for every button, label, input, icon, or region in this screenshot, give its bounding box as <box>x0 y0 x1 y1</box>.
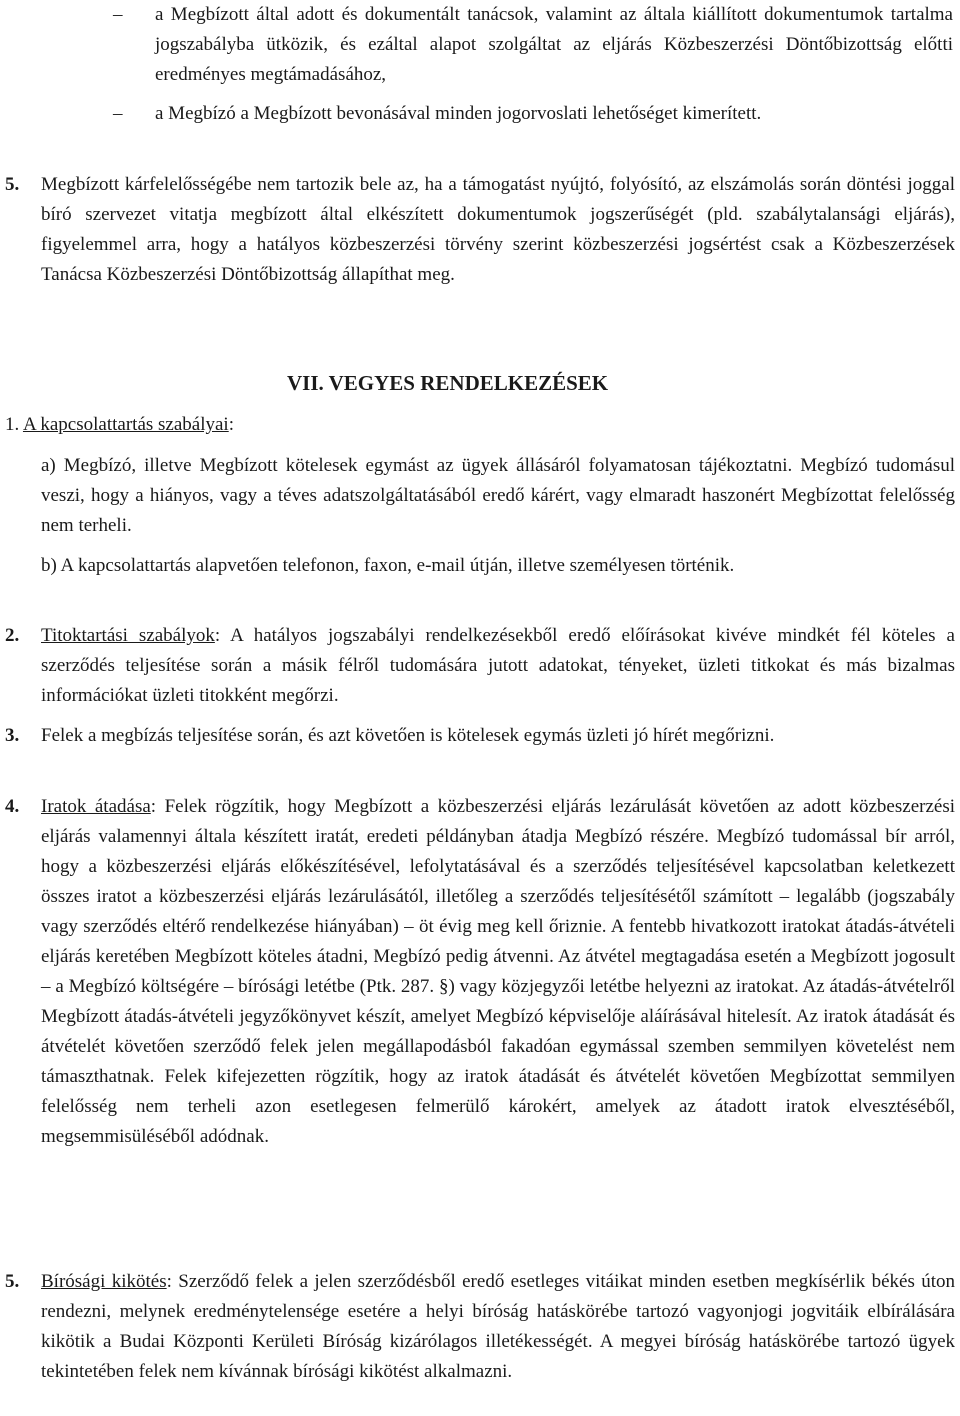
clause-text <box>41 621 955 711</box>
dash-item-text: a Megbízó a Megbízott bevonásával minden jogorvoslati lehetőséget kimerített. <box>155 103 762 124</box>
clause-5-liability <box>5 170 955 290</box>
dash-marker: – <box>113 4 123 25</box>
dash-item-text: a Megbízott által adott és dokumentált tanácsok, valamint az általa kiállított dokumentumok tartalma jogszabályba ütközik, és ezáltal alapot szolgáltat az eljárás Közbeszerzési Döntőbizottság előtti eredményes megtámadásához, <box>155 4 953 85</box>
clause-title: Bírósági kikötés <box>41 1271 167 1292</box>
clause-5-jurisdiction <box>5 1267 955 1387</box>
clause-text <box>41 792 955 1152</box>
contact-rules-heading <box>5 410 234 440</box>
section-heading: VII. VEGYES RENDELKEZÉSEK <box>287 371 609 395</box>
dash-list-item <box>113 0 953 90</box>
clause-number: 1. <box>5 414 20 435</box>
clause-number: 4. <box>5 796 20 817</box>
clause-text: Megbízott kárfelelősségébe nem tartozik bele az, ha a támogatást nyújtó, folyósító, az elszámolás során döntési joggal bíró szervezet vitatja megbízott által elkészített dokumentumok jogszerűségét (pld. szabálytalansági eljárás), figyelemmel arra, hogy a hatályos közbeszerzési törvény szerint közbeszerzési jogsértést csak a Közbeszerzések Tanácsa Közbeszerzési Döntőbizottság állapíthat meg. <box>41 174 955 285</box>
dash-list-item <box>113 99 953 129</box>
clause-2-confidentiality <box>5 621 955 711</box>
clause-body: : Felek rögzítik, hogy Megbízott a közbeszerzési eljárás lezárulását követően az adott közbeszerzési eljárás valamennyi általa készített iratát, eredeti példányban átadja Megbízó részére. Megbízó tudomással bír arról, hogy a közbeszerzési eljárás előkészítésével, lefolytatásával és a szerződés teljesítésével kapcsolatban keletkezett összes iratot a közbeszerzési eljárás lezárulásától, illetőleg a szerződés teljesítésétől számított – legalább (jogszabály vagy szerződés eltérő rendelkezése hiányában) – öt évig meg kell őriznie. A fentebb hivatkozott iratokat átadás-átvételi eljárás keretében Megbízott köteles átadni, Megbízó pedig átvenni. Az átvétel megtagadása esetén a Megbízott jogosult – a Megbízó költségére – bírósági letétbe (Ptk. 287. §) vagy közjegyzői letétbe helyezni az iratokat. Az átadás-átvételről Megbízott átadás-átvételi jegyzőkönyvet készít, amelyet Megbízó képviselője aláírásával hitelesít. Az iratok átadását és átvételét követően szerződő felek jelen megállapodásból fakadóan egymással szemben semmilyen követelést nem támaszthatnak. Felek kifejezetten rögzítik, hogy az iratok átadását és átvételét követően Megbízottat semmilyen felelősség nem terheli azon esetlegesen felmerülő károkért, amelyek az átadott iratok elvesztéséből, megsemmisüléséből adódnak. <box>41 796 955 1147</box>
clause-text: Felek a megbízás teljesítése során, és azt követően is kötelesek egymás üzleti jó hírét megőrizni. <box>41 725 775 746</box>
clause-title: A kapcsolattartás szabályai <box>22 414 229 435</box>
clause-4-documents-handover <box>5 792 955 1152</box>
clause-title: Titoktartási szabályok <box>41 625 215 646</box>
clause-title-colon: : <box>228 414 234 435</box>
clause-3-reputation <box>5 721 955 751</box>
clause-number: 5. <box>5 174 20 195</box>
contact-paragraph-b: b) A kapcsolattartás alapvetően telefonon, faxon, e-mail útján, illetve személyesen történik. <box>41 555 735 576</box>
clause-text <box>41 1267 955 1387</box>
clause-number: 3. <box>5 725 20 746</box>
clause-number: 2. <box>5 625 20 646</box>
clause-title: Iratok átadása <box>41 796 151 817</box>
clause-body: : Szerződő felek a jelen szerződésből eredő esetleges vitáikat minden esetben megkísérlik békés úton rendezni, melynek eredménytelensége esetére a helyi bíróság hatáskörébe tartozó vagyonjogi jogvitáik elbírálására kikötik a Budai Központi Kerületi Bíróság kizárólagos illetékességét. A megyei bíróság hatáskörébe tartozó ügyek tekintetében felek nem kívánnak bírósági kikötést alkalmazni. <box>41 1271 955 1382</box>
dash-marker: – <box>113 103 123 124</box>
clause-number: 5. <box>5 1271 20 1292</box>
clause-body: : A hatályos jogszabályi rendelkezésekből eredő előírásokat kivéve mindkét fél köteles a szerződés teljesítése során a másik félről tudomására jutott adatokat, tényeket, üzleti titkokat és más bizalmas információkat üzleti titokként megőrzi. <box>41 625 955 706</box>
contact-paragraph-a: a) Megbízó, illetve Megbízott kötelesek egymást az ügyek állásáról folyamatosan tájékoztatni. Megbízó tudomásul veszi, hogy a hiányos, vagy a téves adatszolgáltatásából eredő kárért, vagy elmaradt haszonért Megbízottat felelősség nem terheli. <box>41 455 955 536</box>
